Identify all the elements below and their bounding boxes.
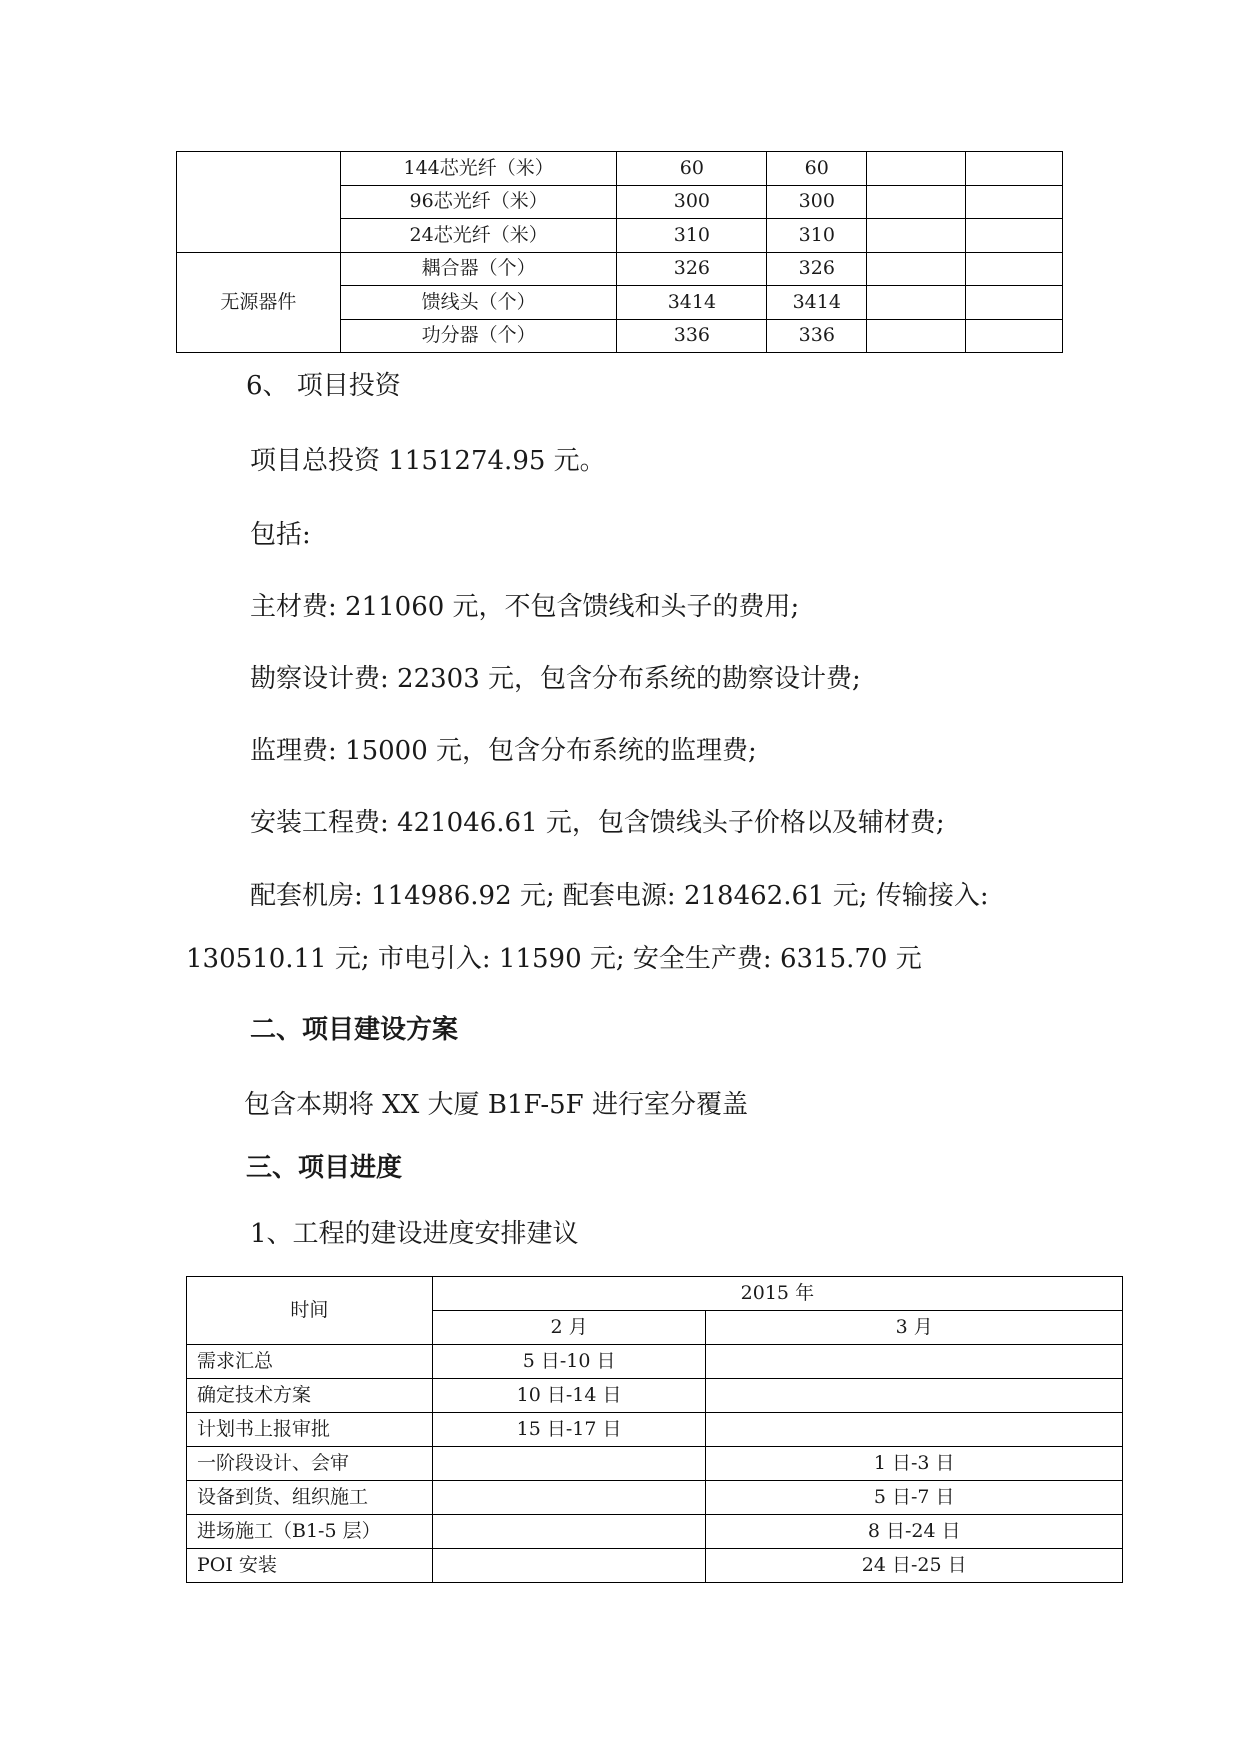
date-cell: 1 日-3 日 [706,1447,1123,1481]
item-cell: 144芯光纤（米） [340,152,617,186]
cost-item: 安装工程费: 421046.61 元，包含馈线头子价格以及辅材费; [250,808,945,838]
item-cell: 功分器（个） [340,319,617,353]
table-header-row [187,1277,1123,1311]
table-row [187,1549,1123,1583]
total-investment: 项目总投资 1151274.95 元。 [250,446,606,476]
value-cell: 3414 [617,286,767,320]
date-cell [432,1549,706,1583]
value-cell: 326 [617,252,767,286]
value-cell [966,219,1063,253]
schedule-table [186,1276,1123,1583]
date-cell [706,1413,1123,1447]
task-cell: 计划书上报审批 [187,1413,433,1447]
date-cell: 24 日-25 日 [706,1549,1123,1583]
value-cell [966,252,1063,286]
cost-item: 配套机房: 114986.92 元; 配套电源: 218462.61 元; 传输接入: [250,881,989,911]
month-header: 2 月 [432,1311,706,1345]
table-row [177,152,1063,186]
date-cell: 15 日-17 日 [432,1413,706,1447]
value-cell [966,286,1063,320]
table-row [187,1345,1123,1379]
value-cell [966,319,1063,353]
value-cell [867,286,966,320]
value-cell [867,319,966,353]
task-cell: 进场施工（B1-5 层） [187,1515,433,1549]
value-cell: 300 [617,185,767,219]
section-heading: 6、 项目投资 [246,371,401,401]
cost-item: 监理费: 15000 元，包含分布系统的监理费; [250,736,757,766]
task-cell: POI 安装 [187,1549,433,1583]
value-cell: 326 [767,252,867,286]
year-header: 2015 年 [432,1277,1122,1311]
date-cell: 5 日-10 日 [432,1345,706,1379]
value-cell [966,152,1063,186]
section-heading: 二、项目建设方案 [250,1015,459,1045]
date-cell [432,1515,706,1549]
task-cell: 设备到货、组织施工 [187,1481,433,1515]
date-cell: 8 日-24 日 [706,1515,1123,1549]
table-row [187,1413,1123,1447]
month-header: 3 月 [706,1311,1123,1345]
table-row [177,252,1063,286]
value-cell: 336 [767,319,867,353]
value-cell: 336 [617,319,767,353]
task-cell: 确定技术方案 [187,1379,433,1413]
item-cell: 馈线头（个） [340,286,617,320]
equipment-table [176,151,1063,353]
value-cell [867,152,966,186]
value-cell: 310 [767,219,867,253]
value-cell [966,185,1063,219]
value-cell [867,219,966,253]
task-cell: 一阶段设计、会审 [187,1447,433,1481]
includes-label: 包括: [250,520,311,550]
date-cell: 5 日-7 日 [706,1481,1123,1515]
table-row [187,1379,1123,1413]
task-cell: 需求汇总 [187,1345,433,1379]
item-cell: 耦合器（个） [340,252,617,286]
date-cell [706,1345,1123,1379]
subsection-heading: 1、工程的建设进度安排建议 [250,1219,579,1249]
value-cell: 310 [617,219,767,253]
date-cell: 10 日-14 日 [432,1379,706,1413]
value-cell [867,252,966,286]
table-row [187,1447,1123,1481]
value-cell: 300 [767,185,867,219]
cost-item: 勘察设计费: 22303 元，包含分布系统的勘察设计费; [250,664,861,694]
cost-item-continued: 130510.11 元; 市电引入: 11590 元; 安全生产费: 6315.70 元 [186,944,922,974]
date-cell [706,1379,1123,1413]
date-cell [432,1481,706,1515]
date-cell [432,1447,706,1481]
category-cell: 无源器件 [177,252,341,353]
value-cell: 60 [767,152,867,186]
category-cell [177,152,341,253]
item-cell: 24芯光纤（米） [340,219,617,253]
cost-item: 主材费: 211060 元，不包含馈线和头子的费用; [250,592,800,622]
item-cell: 96芯光纤（米） [340,185,617,219]
table-row [187,1515,1123,1549]
section-content: 包含本期将 XX 大厦 B1F-5F 进行室分覆盖 [244,1090,748,1120]
value-cell: 3414 [767,286,867,320]
value-cell [867,185,966,219]
table-row [187,1481,1123,1515]
value-cell: 60 [617,152,767,186]
time-header: 时间 [187,1277,433,1345]
section-heading: 三、项目进度 [246,1153,403,1183]
